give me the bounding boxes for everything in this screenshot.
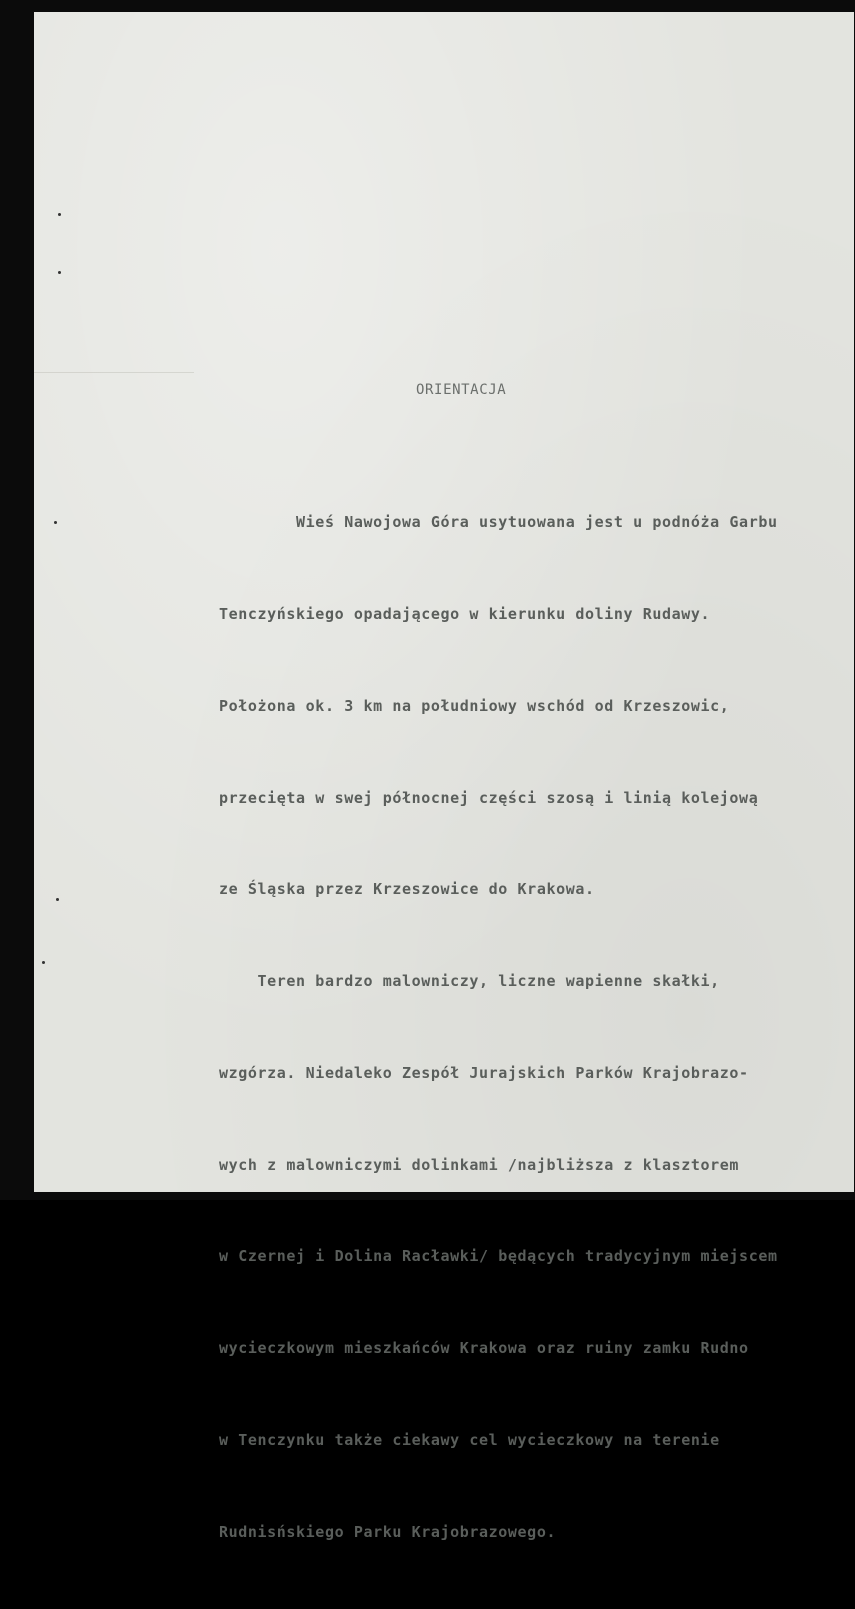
text-line: w Czernej i Dolina Racławki/ będących tradycyjnym miejscem <box>219 1247 778 1266</box>
text-line: Teren bardzo malowniczy, liczne wapienne skałki, <box>219 972 720 991</box>
margin-speck <box>42 961 45 964</box>
paper-crease <box>34 372 194 373</box>
margin-speck <box>56 898 59 901</box>
text-line: wzgórza. Niedaleko Zespół Jurajskich Parków Krajobrazo- <box>219 1063 749 1082</box>
margin-speck <box>58 271 61 274</box>
text-line: Rudnisńskiego Parku Krajobrazowego. <box>219 1522 557 1541</box>
text-line: wych z malowniczymi dolinkami /najbliższa z klasztorem <box>219 1155 740 1174</box>
text-line: przecięta w swej północnej części szosą i linią kolejową <box>219 788 759 807</box>
document-heading: ORIENTACJA <box>416 382 507 398</box>
margin-speck <box>58 213 61 216</box>
text-line: w Tenczynku także ciekawy cel wycieczkowy na terenie <box>219 1431 720 1449</box>
text-line: Położona ok. 3 km na południowy wschód od Krzeszowic, <box>219 696 730 715</box>
margin-speck <box>54 521 57 524</box>
text-line: Tenczyńskiego opadającego w kierunku doliny Rudawy. <box>219 604 711 623</box>
text-line: ze Śląska przez Krzeszowice do Krakowa. <box>219 880 595 899</box>
paper-sheet <box>34 12 854 1541</box>
document-body <box>219 446 778 1609</box>
text-line: wycieczkowym mieszkańców Krakowa oraz ruiny zamku Rudno <box>219 1339 749 1358</box>
text-line: Wieś Nawojowa Góra usytuowana jest u podnóża Garbu <box>219 513 778 532</box>
